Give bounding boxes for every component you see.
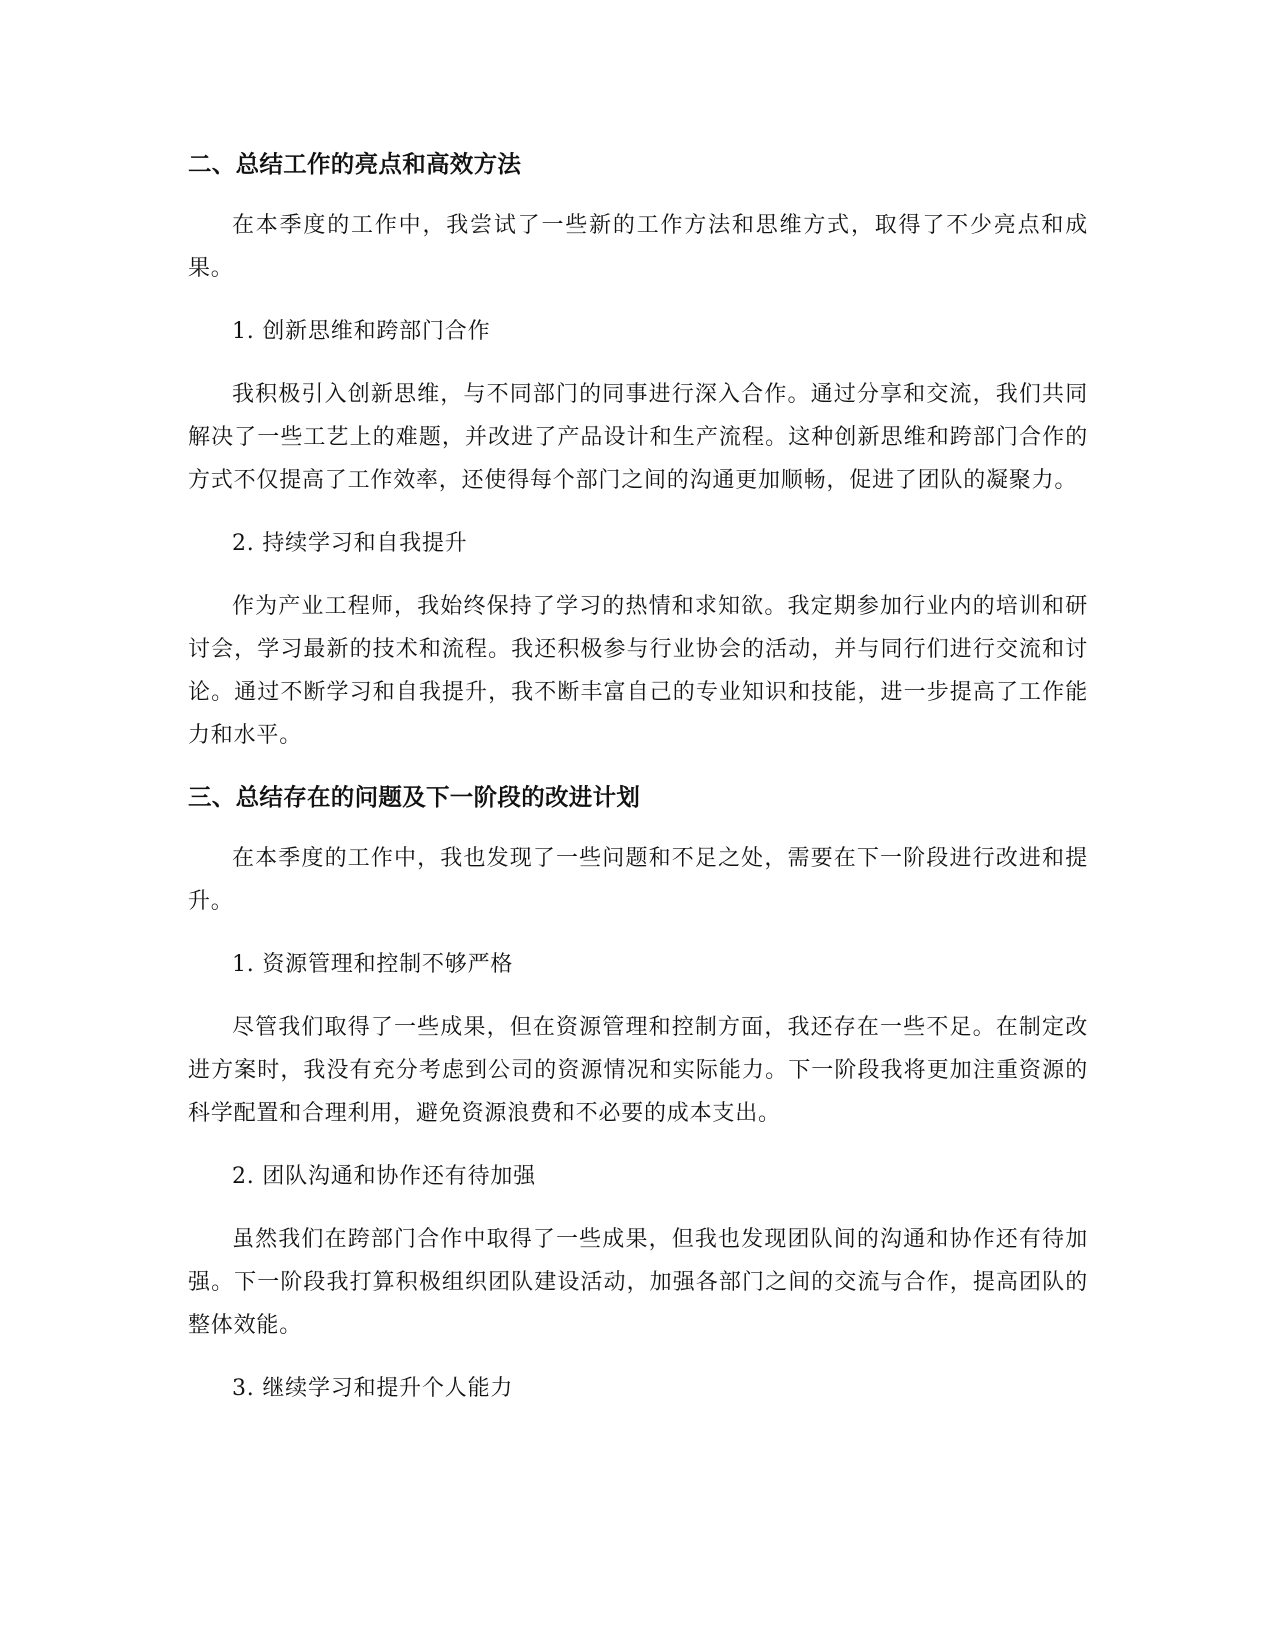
section-heading-problems: 三、总结存在的问题及下一阶段的改进计划 (188, 783, 641, 811)
item-body-resources: 尽管我们取得了一些成果，但在资源管理和控制方面，我还存在一些不足。在制定改进方案时，我没有充分考虑到公司的资源情况和实际能力。下一阶段我将更加注重资源的科学配置和合理利用，避免资源浪费和不必要的成本支出。 (188, 1015, 1088, 1126)
item-title-teamwork: 2. 团队沟通和协作还有待加强 (232, 1164, 536, 1189)
section-intro-highlights: 在本季度的工作中，我尝试了一些新的工作方法和思维方式，取得了不少亮点和成果。 (188, 213, 1088, 281)
item-title-resources: 1. 资源管理和控制不够严格 (232, 952, 514, 977)
item-body-learning: 作为产业工程师，我始终保持了学习的热情和求知欲。我定期参加行业内的培训和研讨会，学习最新的技术和流程。我还积极参与行业协会的活动，并与同行们进行交流和讨论。通过不断学习和自我提升，我不断丰富自己的专业知识和技能，进一步提高了工作能力和水平。 (188, 594, 1088, 748)
section-intro-problems: 在本季度的工作中，我也发现了一些问题和不足之处，需要在下一阶段进行改进和提升。 (188, 846, 1088, 914)
document-body (188, 144, 1088, 1430)
item-body-teamwork: 虽然我们在跨部门合作中取得了一些成果，但我也发现团队间的沟通和协作还有待加强。下一阶段我打算积极组织团队建设活动，加强各部门之间的交流与合作，提高团队的整体效能。 (188, 1227, 1088, 1338)
item-title-continue-learning: 3. 继续学习和提升个人能力 (232, 1376, 514, 1401)
section-heading-highlights: 二、总结工作的亮点和高效方法 (188, 150, 522, 178)
item-body-innovation: 我积极引入创新思维，与不同部门的同事进行深入合作。通过分享和交流，我们共同解决了一些工艺上的难题，并改进了产品设计和生产流程。这种创新思维和跨部门合作的方式不仅提高了工作效率，还使得每个部门之间的沟通更加顺畅，促进了团队的凝聚力。 (188, 382, 1088, 493)
item-title-learning: 2. 持续学习和自我提升 (232, 531, 468, 556)
item-title-innovation: 1. 创新思维和跨部门合作 (232, 319, 491, 344)
